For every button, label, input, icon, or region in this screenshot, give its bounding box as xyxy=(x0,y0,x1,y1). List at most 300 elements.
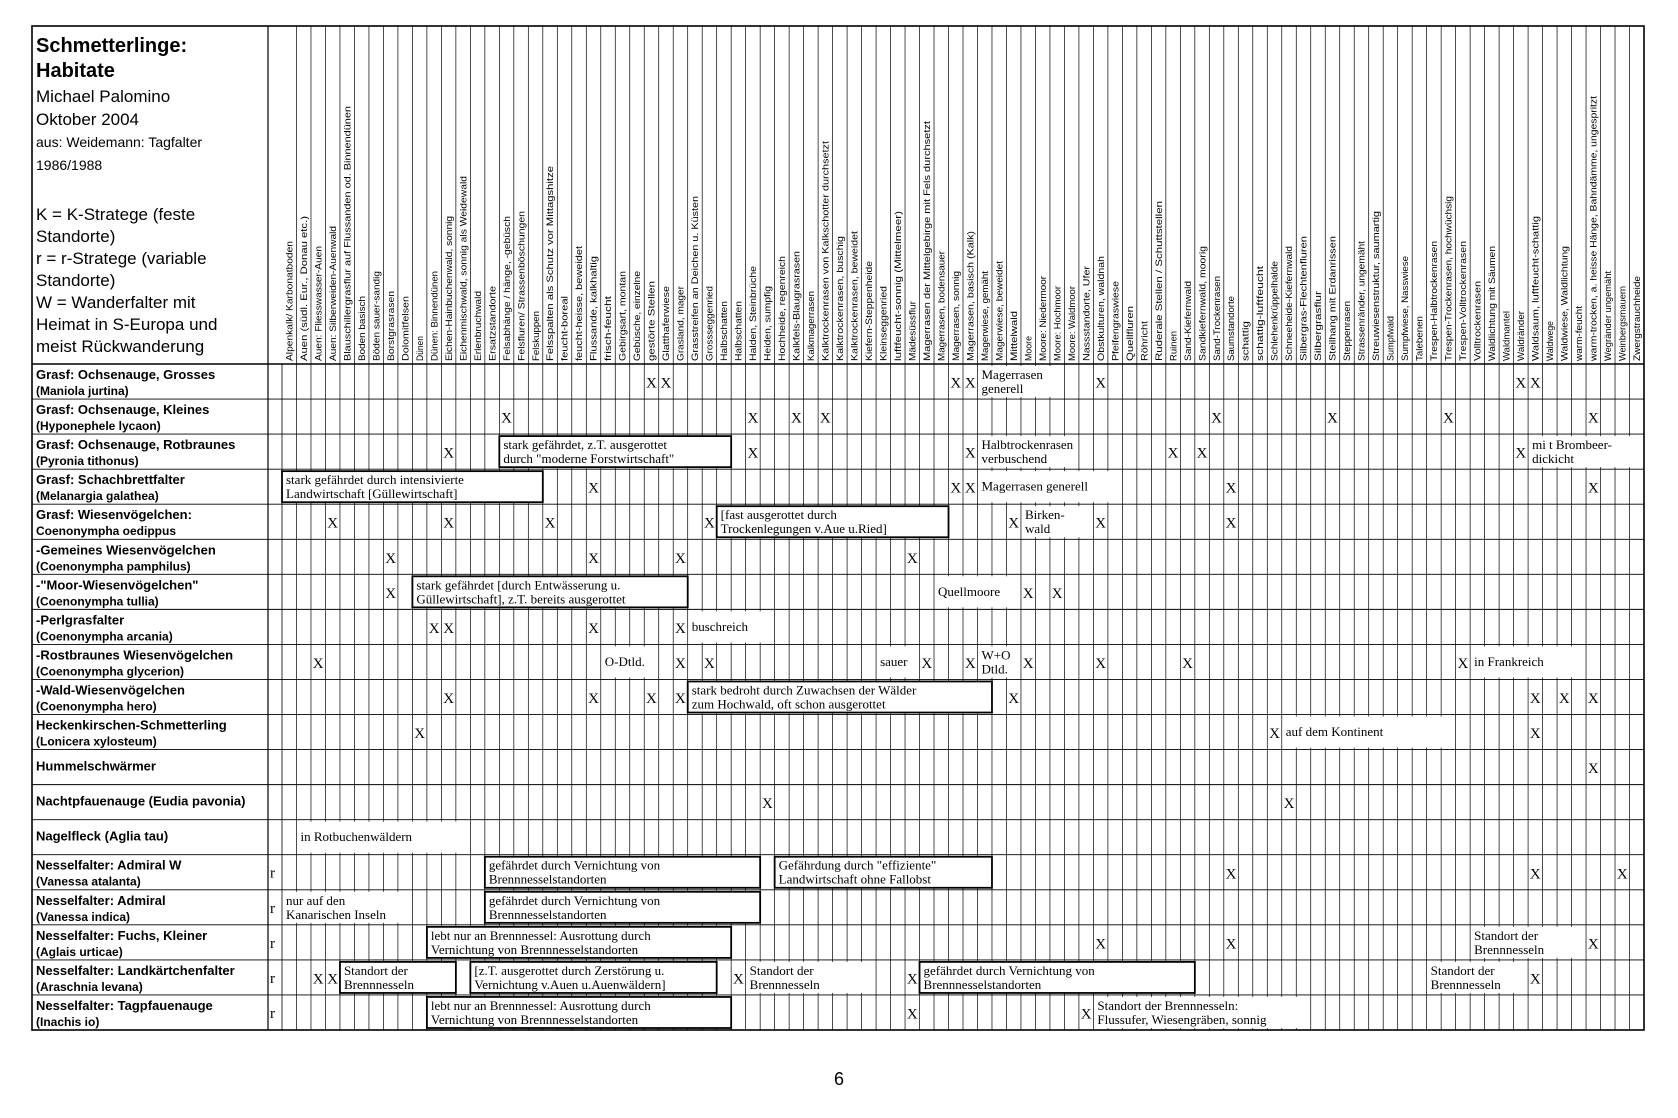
author: Michael Palomino xyxy=(36,87,171,106)
column-header: Dünen: Binnendünen xyxy=(429,271,441,361)
species-scientific: (Coenonympha tullia) xyxy=(36,594,159,609)
column-header: Gebirgsart, montan xyxy=(617,279,629,361)
strategy-mark: r xyxy=(270,1005,275,1022)
note-text: Standort der Brennnesseln: xyxy=(1097,997,1239,1013)
habitat-mark: X xyxy=(385,550,397,567)
table-row xyxy=(36,893,275,924)
column-header: Streuwiesenstruktur, saumartig xyxy=(1371,230,1383,361)
habitat-mark: X xyxy=(964,445,976,462)
column-header: Sumpfwiese, Nasswiese xyxy=(1400,258,1412,361)
legend-line: r = r-Stratege (variable xyxy=(36,249,207,268)
habitat-mark: X xyxy=(428,620,440,637)
strategy-mark: r xyxy=(270,900,275,917)
column-header: Strassenränder, ungemäht xyxy=(1356,249,1368,361)
note-text: stark gefährdet, z.T. ausgerottet xyxy=(503,437,667,453)
habitat-mark: X xyxy=(906,971,918,988)
habitat-mark: X xyxy=(660,375,672,392)
column-header: Waldlichtung mit Säumen xyxy=(1487,253,1499,361)
note-text: wald xyxy=(1024,521,1051,537)
note-text: Magerrasen generell xyxy=(981,478,1088,494)
habitat-mark: X xyxy=(1080,1006,1092,1023)
note-text: Standort der xyxy=(1430,962,1495,978)
note-text: durch "moderne Forstwirtschaft" xyxy=(503,451,675,467)
note-text: dickicht xyxy=(1532,451,1574,467)
habitat-mark: X xyxy=(675,620,686,637)
column-header: Borstgrasrasen xyxy=(385,296,397,361)
column-header: Hochheide, regenreich xyxy=(777,265,789,361)
habitat-mark: X xyxy=(327,971,339,988)
species-name: Heckenkirschen-Schmetterling xyxy=(36,717,227,733)
note-text: Brennnesselstandorten xyxy=(488,906,607,922)
column-header: Felskuppen xyxy=(530,311,542,361)
note-text: Güllewirtschaft], z.T. bereits ausgerottet xyxy=(416,591,626,607)
column-header: Waldwege xyxy=(1545,316,1557,361)
column-header: Magerrasen, sonnig xyxy=(950,277,962,361)
note-text: Brennnesselstandorten xyxy=(488,871,607,887)
table-row xyxy=(36,829,168,844)
habitat-mark: X xyxy=(950,480,962,497)
habitat-mark: X xyxy=(1558,691,1570,707)
note-text: W+O xyxy=(981,647,1011,663)
habitat-mark: X xyxy=(1587,691,1599,707)
species-name: Nesselfalter: Landkärtchenfalter xyxy=(36,962,235,978)
habitat-mark: X xyxy=(1442,410,1454,427)
habitat-mark: X xyxy=(1051,585,1063,602)
note-text: stark gefährdet [durch Entwässerung u. xyxy=(416,577,621,593)
species-name: Grasf: Ochsenauge, Kleines xyxy=(36,402,210,418)
column-header: Halbschatten xyxy=(733,305,745,361)
column-header: Heiden, sumpfig xyxy=(762,292,774,361)
note-text: Gefährdung durch "effiziente" xyxy=(778,857,937,873)
species-scientific: (Coenonympha glycerion) xyxy=(36,664,185,679)
note-text: Magerrasen xyxy=(981,367,1043,382)
habitat-mark: X xyxy=(675,550,686,567)
species-name: -"Moor-Wiesenvögelchen" xyxy=(36,577,199,593)
column-header: Auen (südl. Eur., Donau etc.) xyxy=(298,239,310,361)
column-header: Ruderale Stellen / Schuttstellen xyxy=(1153,228,1165,361)
habitat-mark: X xyxy=(312,655,324,672)
habitat-mark: X xyxy=(1095,655,1107,672)
column-header: Waldränder xyxy=(1516,312,1528,361)
note-text: Kanarischen Inseln xyxy=(286,906,386,922)
note-text: mi t Brombeer- xyxy=(1532,437,1612,453)
column-header: Nassstandorte, Ufer xyxy=(1081,276,1093,361)
species-name: Nesselfalter: Admiral xyxy=(36,892,166,908)
table-row xyxy=(36,858,275,889)
habitat-mark: X xyxy=(964,375,976,392)
species-scientific: Coenonympha oedippus xyxy=(36,524,177,539)
column-header: Eichen-Hainbuchenwald, sonnig xyxy=(443,225,455,361)
column-header: Ersatzstandorte xyxy=(487,294,499,361)
species-name: -Perlgrasfalter xyxy=(36,612,125,628)
habitat-mark: X xyxy=(588,620,599,637)
column-header: Saumstandorte xyxy=(1226,296,1238,361)
table-row xyxy=(36,794,245,809)
note-text: zum Hochwald, oft schon ausgerottet xyxy=(691,696,886,712)
source-line-2: 1986/1988 xyxy=(36,157,103,173)
habitat-mark: X xyxy=(1022,655,1034,672)
species-scientific: (Coenonympha arcania) xyxy=(36,629,173,644)
column-header: Wegränder ungemäht xyxy=(1602,269,1614,361)
habitat-mark: X xyxy=(1167,445,1179,462)
habitat-mark: X xyxy=(443,445,455,462)
habitat-mark: X xyxy=(1211,410,1222,427)
legend-line: W = Wanderfalter mit xyxy=(36,293,196,312)
note-text: gefährdet durch Vernichtung von xyxy=(488,892,661,908)
column-header: Alpenkalk/ Karbonatboden xyxy=(284,249,296,361)
column-header: Waldwiese, Waldlichtung xyxy=(1559,256,1571,361)
habitat-mark: X xyxy=(1529,866,1541,883)
habitat-mark: X xyxy=(1022,585,1034,602)
species-scientific: (Vanessa indica) xyxy=(36,909,131,924)
column-header: Flussande, kalkhaltig xyxy=(588,272,600,361)
habitat-mark: X xyxy=(790,410,802,427)
habitat-mark: X xyxy=(704,655,715,672)
note-text: Brennnesseln xyxy=(1430,976,1501,992)
habitat-mark: X xyxy=(675,691,686,707)
column-header: Trespen-Halbtrockenrasen xyxy=(1429,248,1441,361)
title-line-2: Habitate xyxy=(36,60,115,82)
habitat-mark: X xyxy=(964,655,976,672)
habitat-mark: X xyxy=(1515,445,1527,462)
note-text: Brennnesseln xyxy=(1474,941,1545,957)
column-header: Schlehenkrüppelhalde xyxy=(1269,266,1281,361)
habitat-mark: X xyxy=(1225,480,1237,497)
species-name: Nesselfalter: Tagpfauenauge xyxy=(36,997,213,1013)
note-text: generell xyxy=(981,381,1024,396)
species-scientific: (Vanessa atalanta) xyxy=(36,874,141,889)
note-text: sauer xyxy=(880,653,908,669)
column-header: warm-feucht xyxy=(1573,308,1585,361)
note-text: lebt nur an Brennnessel: Ausrottung durch xyxy=(430,997,651,1013)
habitat-mark: X xyxy=(1196,445,1208,462)
column-header: Steilhang mit Erdanrissen xyxy=(1327,252,1339,361)
habitat-mark: X xyxy=(443,691,455,707)
species-scientific: (Lonicera xylosteum) xyxy=(36,734,157,749)
table-row xyxy=(36,367,215,398)
column-header: Grasland, mager xyxy=(675,290,687,361)
habitat-mark: X xyxy=(921,655,933,672)
habitat-mark: X xyxy=(1529,971,1541,988)
legend-line: Heimat in S-Europa und xyxy=(36,315,218,334)
column-header: Pfeifengraswiese xyxy=(1110,288,1122,361)
column-header: Sand-Kiefernwald xyxy=(1182,286,1194,361)
table-row xyxy=(36,718,227,749)
column-header: Weinbergsmauern xyxy=(1617,283,1629,361)
column-header: Felsfluren/ Strassenböschungen xyxy=(516,224,528,361)
column-header: Silbergrasflur xyxy=(1313,305,1325,361)
table-row xyxy=(36,542,216,573)
note-text: O-Dtld. xyxy=(604,653,645,669)
column-header: Moore: Waldmoor xyxy=(1066,285,1078,361)
habitat-mark: X xyxy=(704,515,715,532)
column-header: Blauschillergrasflur auf Flussanden od. Binnendünen xyxy=(342,138,354,361)
habitat-mark: X xyxy=(1587,480,1599,497)
strategy-mark: r xyxy=(270,865,275,882)
note-text: nur auf den xyxy=(286,892,346,908)
column-header: schattig xyxy=(1240,328,1252,361)
habitat-mark: X xyxy=(1269,726,1280,743)
note-text: Vernichtung v.Auen u.Auenwäldern] xyxy=(474,976,666,992)
note-text: in Rotbuchenwäldern xyxy=(300,829,413,845)
habitat-mark: X xyxy=(588,480,599,497)
species-name: Grasf: Ochsenauge, Rotbraunes xyxy=(36,437,236,453)
page-number: 6 xyxy=(833,1069,845,1089)
habitat-mark: X xyxy=(1587,936,1599,953)
column-header: Halden, Steinbrüche xyxy=(748,274,760,361)
table-row xyxy=(36,402,209,433)
habitat-mark: X xyxy=(732,971,744,988)
habitat-mark: X xyxy=(1529,375,1541,392)
note-text: gefährdet durch Vernichtung von xyxy=(488,857,661,873)
column-header: Trespen-Trockenrasen, hochwüchsig xyxy=(1443,205,1455,361)
column-header: Talebenen xyxy=(1414,317,1426,361)
note-text: in Frankreich xyxy=(1474,653,1544,669)
note-text: Brennnesseln xyxy=(749,976,820,992)
species-name: Grasf: Wiesenvögelchen: xyxy=(36,507,192,523)
legend-line: Standorte) xyxy=(36,227,116,246)
species-scientific: (Hyponephele lycaon) xyxy=(36,419,161,434)
note-text: Standort der xyxy=(749,962,814,978)
column-header: gestörte Stellen xyxy=(646,294,658,361)
column-header: Auen: Silberweiden-Auenwald xyxy=(327,234,339,361)
species-name: -Rostbraunes Wiesenvögelchen xyxy=(36,647,234,663)
habitat-mark: X xyxy=(1283,796,1295,813)
species-scientific: (Aglais urticae) xyxy=(36,944,123,959)
column-header: Auen: Fliesswasser-Auen xyxy=(313,253,325,361)
column-header: Dolomitfelsen xyxy=(400,303,412,361)
column-header: Kalkmagerrasen xyxy=(806,291,818,361)
habitat-mark: X xyxy=(761,796,773,813)
habitat-mark: X xyxy=(1457,655,1469,672)
note-text: Landwirtschaft ohne Fallobst xyxy=(778,871,931,887)
habitat-mark: X xyxy=(819,410,831,427)
species-scientific: (Melanargia galathea) xyxy=(36,489,159,504)
column-header: Grasstreifen an Deichen u. Küsten xyxy=(690,215,702,361)
species-name: Nachtpfauenauge (Eudia pavonia) xyxy=(36,793,246,809)
table-row xyxy=(36,507,192,538)
habitat-mark: X xyxy=(1008,691,1020,707)
column-header: luftfeucht-sonnig (Mittelmeer) xyxy=(892,237,904,361)
habitat-mark: X xyxy=(1225,515,1237,532)
habitat-mark: X xyxy=(1529,726,1541,743)
habitat-mark: X xyxy=(1587,761,1599,778)
column-header: Moore: Niedermoor xyxy=(1037,279,1049,361)
column-header: Halbschatten xyxy=(719,305,731,361)
column-header: Röhricht xyxy=(1139,325,1151,361)
column-header: Dünen xyxy=(414,333,426,361)
habitat-mark: X xyxy=(1095,936,1107,953)
column-header: schattig-luftfeucht xyxy=(1255,286,1267,361)
note-text: lebt nur an Brennnessel: Ausrottung durch xyxy=(430,927,651,943)
column-header: Magerrasen der Mittelgebirge mit Fels durchsetzt xyxy=(921,154,933,361)
column-header: Steppenrasen xyxy=(1342,301,1354,361)
species-name: -Wald-Wiesenvögelchen xyxy=(36,682,185,698)
column-header: Schneeheide-Kiefernwald xyxy=(1284,252,1296,361)
column-header: Volltrockenrasen xyxy=(1472,290,1484,361)
column-header: Eichenmischwald, sonnig als Weidewald xyxy=(458,190,470,361)
species-scientific: (Coenonympha pamphilus) xyxy=(36,559,191,574)
table-row xyxy=(36,759,156,774)
habitat-mark: X xyxy=(385,585,397,602)
note-text: [fast ausgerottet durch xyxy=(720,507,837,523)
table-row xyxy=(36,472,185,503)
species-name: Nesselfalter: Admiral W xyxy=(36,857,182,873)
habitat-mark: X xyxy=(747,445,759,462)
table-row xyxy=(36,437,235,468)
column-header: Erlenbruchwald xyxy=(472,295,484,361)
note-text: buschreich xyxy=(691,618,749,634)
note-text: Vernichtung von Brennnesselstandorten xyxy=(430,1011,639,1027)
species-scientific: (Inachis io) xyxy=(36,1014,100,1029)
column-header: Moore: Hochmoor xyxy=(1052,284,1064,361)
column-header: Ruinen xyxy=(1168,330,1180,361)
species-name: Grasf: Ochsenauge, Grosses xyxy=(36,367,216,382)
column-header: Zwergstrauchheide xyxy=(1631,280,1643,361)
strategy-mark: r xyxy=(270,935,275,952)
column-header: Felsspalten als Schutz vor Mittagshitze xyxy=(545,196,557,361)
column-header: Silbergras-Flechtenfluren xyxy=(1298,254,1310,361)
species-scientific: (Pyronia tithonus) xyxy=(36,454,139,469)
habitat-mark: X xyxy=(544,515,556,532)
column-header: Magerwiese, beweidet xyxy=(994,266,1006,361)
column-header: Waldsaum, luftfeucht-schattig xyxy=(1530,236,1542,361)
note-text: Standort der xyxy=(343,962,408,978)
habitat-mark: X xyxy=(443,620,455,637)
note-text: Birken- xyxy=(1024,507,1065,523)
note-text: Standort der xyxy=(1474,927,1539,943)
habitat-mark: X xyxy=(1515,375,1527,392)
column-header: Mittelwald xyxy=(1008,318,1020,361)
column-header: Quellfluren xyxy=(1124,315,1136,361)
habitat-mark: X xyxy=(747,410,759,427)
table-row xyxy=(36,682,185,713)
species-name: Nagelfleck (Aglia tau) xyxy=(36,828,169,844)
habitat-mark: X xyxy=(1587,410,1599,427)
note-text: Dtld. xyxy=(981,661,1008,677)
legend-line: meist Rückwanderung xyxy=(36,337,205,356)
habitat-mark: X xyxy=(588,550,599,567)
note-text: auf dem Kontinent xyxy=(1285,724,1384,740)
table-row xyxy=(36,928,275,959)
note-text: Halbtrockenrasen xyxy=(981,437,1074,453)
table-row xyxy=(36,963,275,994)
column-header: Kiefern-Steppenheide xyxy=(864,269,876,361)
note-text: stark bedroht durch Zuwachsen der Wälder xyxy=(691,682,917,698)
column-header: Waldmantel xyxy=(1501,311,1513,361)
column-header: Mädesüssflur xyxy=(907,304,919,361)
species-scientific: (Araschnia levana) xyxy=(36,979,143,994)
habitat-mark: X xyxy=(588,691,599,707)
column-header: Boden basisch xyxy=(356,298,368,361)
column-header: warm-trocken, a. heisse Hänge, Bahndämme, ungespritzt xyxy=(1588,118,1600,361)
habitat-mark: X xyxy=(327,515,339,532)
table-row xyxy=(36,612,173,643)
column-header: Kalkfels-Blaugrasrasen xyxy=(791,263,803,361)
note-text: [z.T. ausgerottet durch Zerstörung u. xyxy=(474,962,665,978)
habitat-mark: X xyxy=(950,375,962,392)
species-scientific: (Maniola jurtina) xyxy=(36,384,129,398)
column-header: Kalktrockenrasen, buschig xyxy=(835,249,847,361)
note-text: verbuschend xyxy=(981,451,1048,467)
column-header: Kalktrockenrasen, beweidet xyxy=(849,244,861,361)
note-text: Brennnesseln xyxy=(343,976,415,992)
column-header: Magerrasen, bodensauer xyxy=(936,254,948,361)
column-header: Moore xyxy=(1023,334,1035,361)
column-header: Felsabhänge / hänge, -gebüsch xyxy=(501,227,513,361)
species-name: Hummelschwärmer xyxy=(36,758,156,774)
column-header: Böden sauer-sandig xyxy=(371,275,383,361)
source-line-1: aus: Weidemann: Tagfalter xyxy=(36,134,203,150)
habitat-mark: X xyxy=(1327,410,1338,427)
habitat-mark: X xyxy=(646,691,657,707)
habitat-mark: X xyxy=(964,480,976,497)
column-header: Gebüsche, einzelne xyxy=(632,277,644,361)
habitat-mark: X xyxy=(312,971,324,988)
habitat-mark: X xyxy=(1008,515,1020,532)
habitat-mark: X xyxy=(1095,375,1107,392)
note-text: Vernichtung von Brennnesselstandorten xyxy=(430,941,639,957)
column-header: Kalktrockenrasen von Kalkschotter durchsetzt xyxy=(820,168,832,361)
column-header: Sandkiefernwald, moorig xyxy=(1197,256,1209,361)
column-header: Glatthaferwiese xyxy=(661,294,673,361)
column-header: Trespen-Volltrockenrasen xyxy=(1458,253,1470,361)
habitat-mark: X xyxy=(906,1006,918,1023)
habitat-mark: X xyxy=(906,550,918,567)
note-text: Brennnesselstandorten xyxy=(923,976,1042,992)
column-header: Grossseggenried xyxy=(704,288,716,361)
habitat-mark: X xyxy=(443,515,455,532)
table-row xyxy=(36,998,275,1029)
habitat-mark: X xyxy=(1095,515,1107,532)
habitat-mark: X xyxy=(501,410,513,427)
habitat-mark: X xyxy=(1529,691,1541,707)
note-text: Quellmoore xyxy=(938,583,1001,599)
legend-line: K = K-Stratege (feste xyxy=(36,205,196,224)
column-header: Sand-Trockenrasen xyxy=(1211,277,1223,361)
table-row xyxy=(36,647,233,678)
species-name: -Gemeines Wiesenvögelchen xyxy=(36,542,216,558)
table-row xyxy=(36,577,198,608)
habitat-mark: X xyxy=(646,375,657,392)
note-text: stark gefährdet durch intensivierte xyxy=(286,472,464,488)
title-line-1: Schmetterlinge: xyxy=(36,35,188,57)
column-header: frisch-feucht xyxy=(603,309,615,361)
species-name: Nesselfalter: Fuchs, Kleiner xyxy=(36,927,208,943)
strategy-mark: r xyxy=(270,970,275,987)
habitat-mark: X xyxy=(414,726,426,743)
column-header: Sumpfwald xyxy=(1385,314,1397,361)
note-text: Landwirtschaft [Güllewirtschaft] xyxy=(286,486,458,502)
species-name: Grasf: Schachbrettfalter xyxy=(36,472,185,488)
habitat-mark: X xyxy=(675,655,686,672)
habitat-mark: X xyxy=(1225,936,1237,953)
species-scientific: (Coenonympha hero) xyxy=(36,699,157,714)
column-header: feucht-boreal xyxy=(559,305,571,361)
column-header: Magerwiese, gemäht xyxy=(979,272,991,361)
column-header: Kleinseggenried xyxy=(878,292,890,361)
note-text: gefährdet durch Vernichtung von xyxy=(923,962,1095,978)
note-text: Flussufer, Wiesengräben, sonnig xyxy=(1097,1011,1267,1027)
habitat-mark: X xyxy=(1616,866,1628,883)
habitat-mark: X xyxy=(1182,655,1194,672)
column-header: Magerrasen, basisch (Kalk) xyxy=(965,245,977,361)
note-text: Trockenlegungen v.Aue u.Ried] xyxy=(720,521,887,537)
date: Oktober 2004 xyxy=(36,110,140,129)
legend-line: Standorte) xyxy=(36,271,116,290)
column-header: feucht-heisse, beweidet xyxy=(574,261,586,361)
habitat-mark: X xyxy=(1225,866,1237,883)
